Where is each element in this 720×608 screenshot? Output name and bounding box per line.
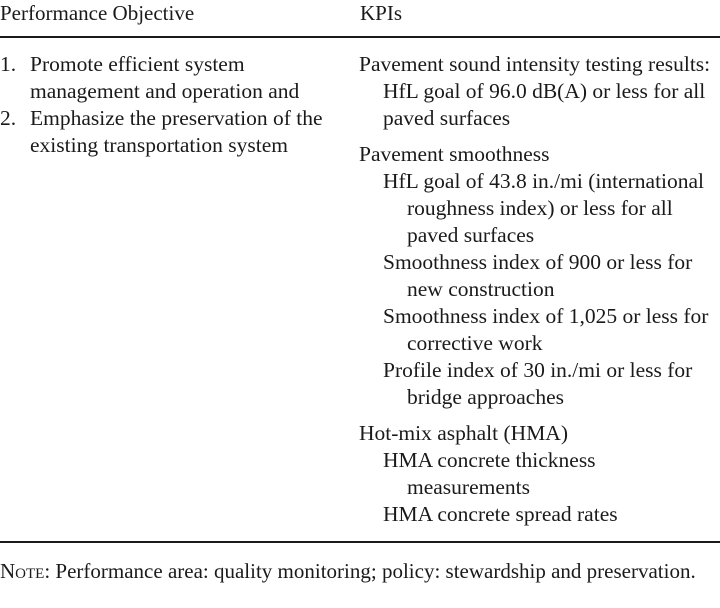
kpi-group-heading: Hot-mix asphalt (HMA) <box>359 421 568 445</box>
note-text: : Performance area: quality monitoring; policy: stewardship and preservation. <box>44 559 696 583</box>
objective-text: Promote efficient system management and operation and <box>30 52 300 103</box>
kpi-group-smoothness <box>359 141 720 411</box>
objective-number: 2. <box>0 106 17 130</box>
kpi-group-hma <box>359 420 720 528</box>
kpi-item: HfL goal of 43.8 in./mi (international roughness index) or less for all paved surfaces <box>383 169 705 247</box>
header-kpis: KPIs <box>360 1 403 25</box>
objective-number: 1. <box>0 52 17 76</box>
kpi-item: Smoothness index of 900 or less for new construction <box>383 250 693 301</box>
objectives-column <box>0 51 330 159</box>
header-rule <box>0 36 720 38</box>
note-label: Note <box>0 559 45 583</box>
objective-item <box>0 51 330 105</box>
objective-item <box>0 105 330 159</box>
header-performance-objective: Performance Objective <box>0 1 195 25</box>
kpi-group-sound <box>359 51 720 132</box>
kpi-group-heading: Pavement smoothness <box>359 142 550 166</box>
kpi-group-heading: Pavement sound intensity testing results: HfL goal of 96.0 dB(A) or less for all paved surfaces <box>359 52 711 130</box>
kpi-item: HMA concrete spread rates <box>383 502 618 526</box>
table-note <box>0 558 720 585</box>
kpi-item: Profile index of 30 in./mi or less for bridge approaches <box>383 358 693 409</box>
footer-rule <box>0 541 720 543</box>
kpi-item: HMA concrete thickness measurements <box>383 448 596 499</box>
kpi-item: Smoothness index of 1,025 or less for corrective work <box>383 304 709 355</box>
kpis-column <box>359 51 720 528</box>
objective-text: Emphasize the preservation of the existing transportation system <box>30 106 323 157</box>
